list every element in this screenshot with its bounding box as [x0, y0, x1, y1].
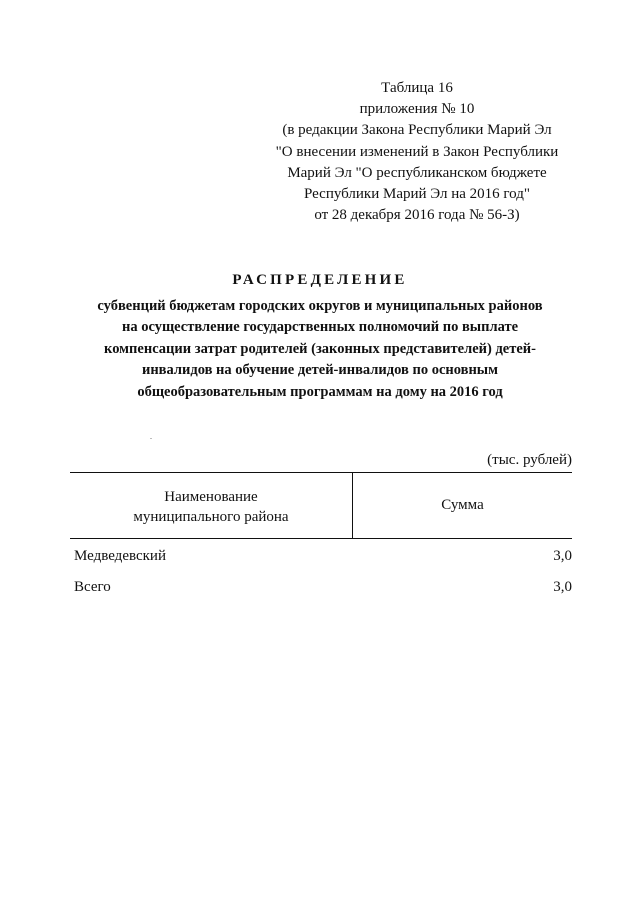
- column-header-district-line-2: муниципального района: [133, 509, 289, 525]
- table-top-border: [70, 472, 572, 473]
- units-label: (тыс. рублей): [487, 452, 572, 468]
- row-district-name: Медведевский: [74, 548, 166, 564]
- subtitle-line: на осуществление государственных полномочий по выплате: [121, 319, 519, 336]
- subtitle-line: инвалидов на обучение детей-инвалидов по основным: [141, 362, 499, 379]
- column-header-district: [70, 487, 352, 527]
- header-line-edition: (в редакции Закона Республики Марий Эл: [282, 122, 552, 139]
- document-title: РАСПРЕДЕЛЕНИЕ: [232, 272, 408, 288]
- header-line-table-number: Таблица 16: [381, 80, 453, 96]
- row-sum-value: 3,0: [553, 548, 572, 564]
- appendix-header: [262, 78, 572, 226]
- column-header-district-line-1: Наименование: [164, 489, 258, 505]
- table-header-border: [70, 538, 572, 539]
- row-total-value: 3,0: [553, 579, 572, 595]
- document-subtitle: [70, 296, 570, 403]
- header-line-law-title-1: "О внесении изменений в Закон Республики: [275, 143, 559, 160]
- header-line-date: от 28 декабря 2016 года № 56-З): [314, 207, 520, 224]
- header-line-appendix: приложения № 10: [359, 101, 475, 118]
- header-line-law-title-3: Республики Марий Эл на 2016 год": [303, 186, 531, 203]
- row-total-label: Всего: [74, 579, 111, 595]
- subtitle-line: компенсации затрат родителей (законных представителей) детей-: [104, 340, 536, 357]
- header-line-law-title-2: Марий Эл "О республиканском бюджете: [287, 164, 547, 181]
- subtitle-line: общеобразовательным программам на дому на 2016 год: [137, 383, 503, 400]
- scan-speck: [150, 438, 152, 439]
- column-header-sum: Сумма: [441, 497, 484, 513]
- subtitle-line: субвенций бюджетам городских округов и муниципальных районов: [97, 298, 543, 314]
